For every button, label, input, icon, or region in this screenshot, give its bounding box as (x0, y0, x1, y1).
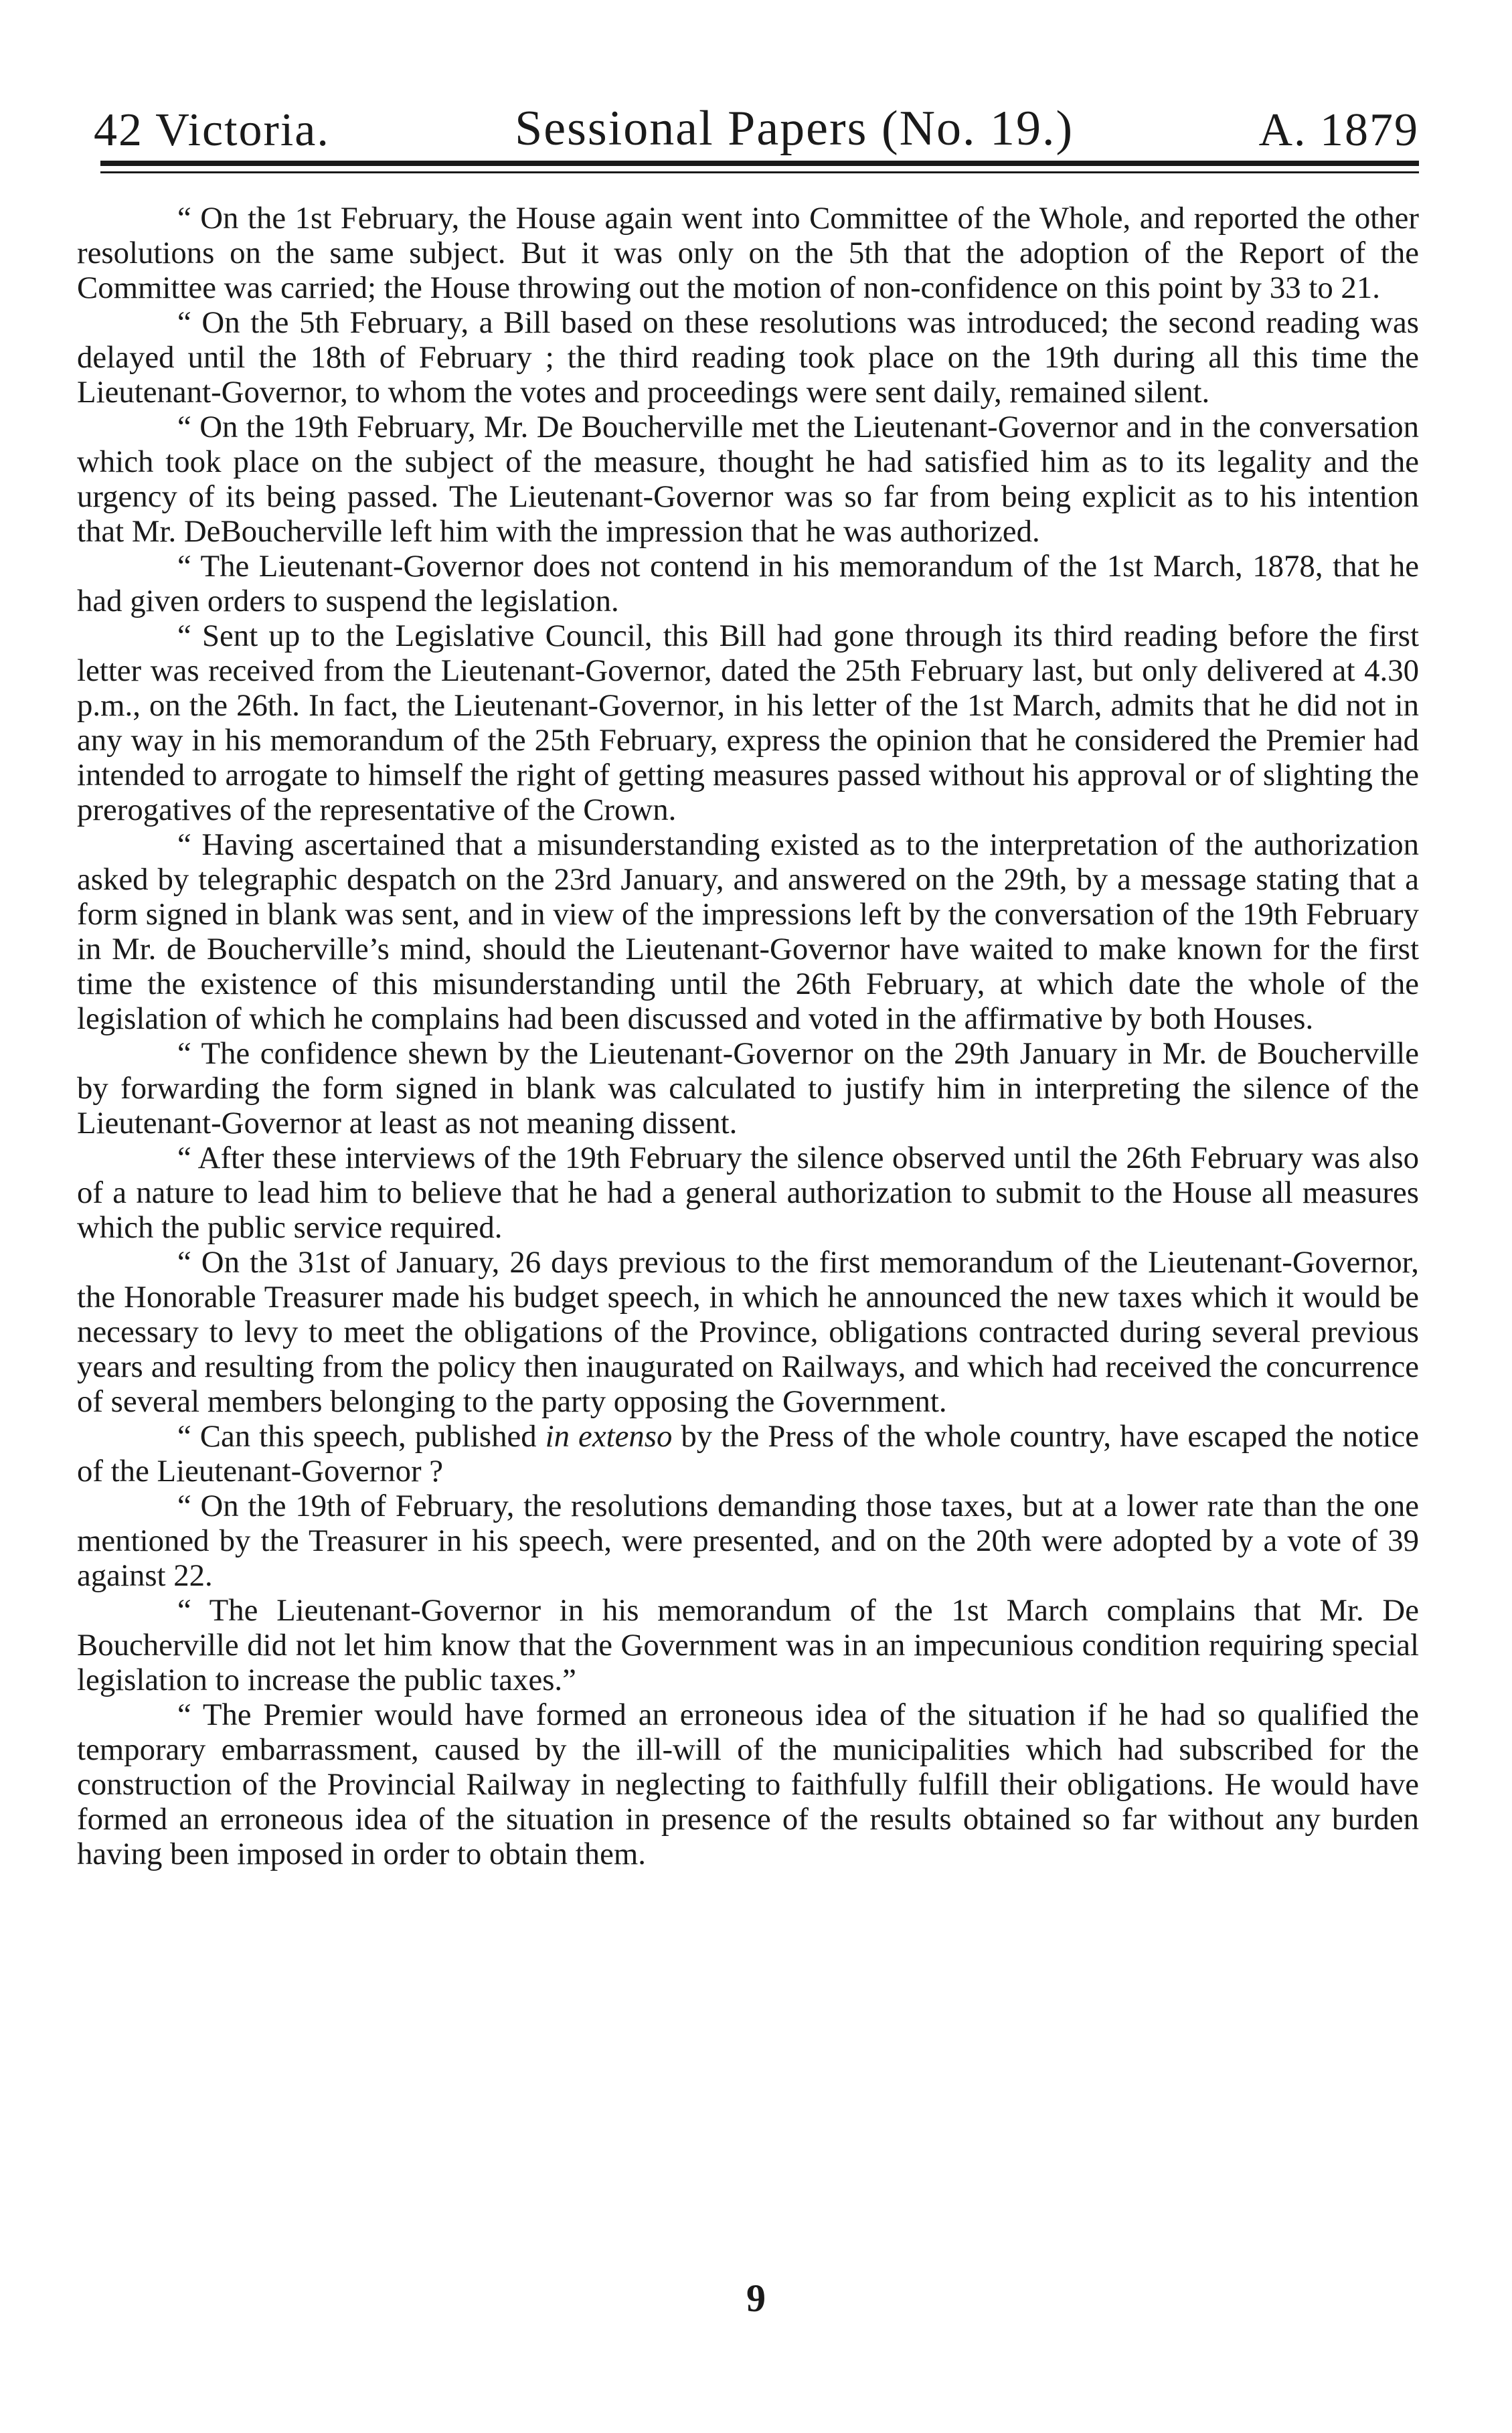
paragraph: “ The Lieutenant-Governor does not contend in his memorandum of the 1st March, 1878, that he had given orders to suspend the legislation. (77, 549, 1419, 618)
header-year: A. 1879 (1258, 104, 1419, 156)
paragraph-speech (77, 1419, 1419, 1489)
speech-text-before: “ Can this speech, published (177, 1419, 545, 1454)
header-rule-thick (100, 161, 1419, 166)
paragraph: “ On the 5th February, a Bill based on these resolutions was introduced; the second reading was delayed until the 18th of February ; the third reading took place on the 19th during all this time the Lieutenant-Governor, to whom the votes and proceedings were sent daily, remained silent. (77, 305, 1419, 410)
paragraph: “ The Premier would have formed an erroneous idea of the situation if he had so qualified the temporary embarrassment, caused by the ill-will of the municipalities which had subscribed for the construction of the Provincial Railway in neglecting to faithfully fulfill their obligations. He would have formed an erroneous idea of the situation in presence of the results obtained so far without any burden having been imposed in order to obtain them. (77, 1697, 1419, 1871)
paragraph: “ The Lieutenant-Governor in his memorandum of the 1st March complains that Mr. De Boucherville did not let him know that the Government was in an impecunious condition requiring special legislation to increase the public taxes.” (77, 1593, 1419, 1697)
paragraph: “ Having ascertained that a misunderstanding existed as to the interpretation of the authorization asked by telegraphic despatch on the 23rd January, and answered on the 29th, by a message stating that a form signed in blank was sent, and in view of the impressions left by the conversation of the 19th February in Mr. de Boucherville’s mind, should the Lieutenant-Governor have waited to make known for the first time the existence of this misunderstanding until the 26th February, at which date the whole of the legislation of which he complains had been discussed and voted in the affirmative by both Houses. (77, 827, 1419, 1036)
paragraph: “ The confidence shewn by the Lieutenant-Governor on the 29th January in Mr. de Boucherville by forwarding the form signed in blank was calculated to justify him in interpreting the silence of the Lieutenant-Governor at least as not meaning dissent. (77, 1036, 1419, 1141)
paragraph: “ On the 31st of January, 26 days previous to the first memorandum of the Lieutenant-Governor, the Honorable Treasurer made his budget speech, in which he announced the new taxes which it would be necessary to levy to meet the obligations of the Province, obligations contracted during several previous years and resulting from the policy then inaugurated on Railways, and which had received the concurrence of several members belonging to the party opposing the Government. (77, 1245, 1419, 1419)
paragraph: “ On the 19th of February, the resolutions demanding those taxes, but at a lower rate than the one mentioned by the Treasurer in his speech, were presented, and on the 20th were adopted by a vote of 39 against 22. (77, 1489, 1419, 1593)
header-volume: 42 Victoria. (94, 104, 330, 156)
body-text (77, 201, 1419, 1871)
page-number: 9 (746, 2276, 766, 2320)
header-title: Sessional Papers (No. 19.) (515, 101, 1074, 156)
header-rule-thin (100, 171, 1419, 173)
paragraph: “ On the 19th February, Mr. De Boucherville met the Lieutenant-Governor and in the conversation which took place on the subject of the measure, thought he had satisfied him as to its legality and the urgency of its being passed. The Lieutenant-Governor was so far from being explicit as to his intention that Mr. DeBoucherville left him with the impression that he was authorized. (77, 410, 1419, 549)
speech-text-italic: in extenso (545, 1419, 673, 1454)
paragraph: “ Sent up to the Legislative Council, this Bill had gone through its third reading before the first letter was received from the Lieutenant-Governor, dated the 25th February last, but only delivered at 4.30 p.m., on the 26th. In fact, the Lieutenant-Governor, in his letter of the 1st March, admits that he did not in any way in his memorandum of the 25th February, express the opinion that he considered the Premier had intended to arrogate to himself the right of getting measures passed without his approval or of slighting the prerogatives of the representative of the Crown. (77, 618, 1419, 827)
paragraph: “ On the 1st February, the House again went into Committee of the Whole, and reported the other resolutions on the same subject. But it was only on the 5th that the adoption of the Report of the Committee was carried; the House throwing out the motion of non-confidence on this point by 33 to 21. (77, 201, 1419, 305)
paragraph: “ After these interviews of the 19th February the silence observed until the 26th February was also of a nature to lead him to believe that he had a general authorization to submit to the House all measures which the public service required. (77, 1141, 1419, 1245)
running-header (94, 77, 1419, 157)
speech-text-after: by the Press of the whole country, have escaped the notice of the Lieutenant-Governor ? (77, 1419, 1419, 1489)
